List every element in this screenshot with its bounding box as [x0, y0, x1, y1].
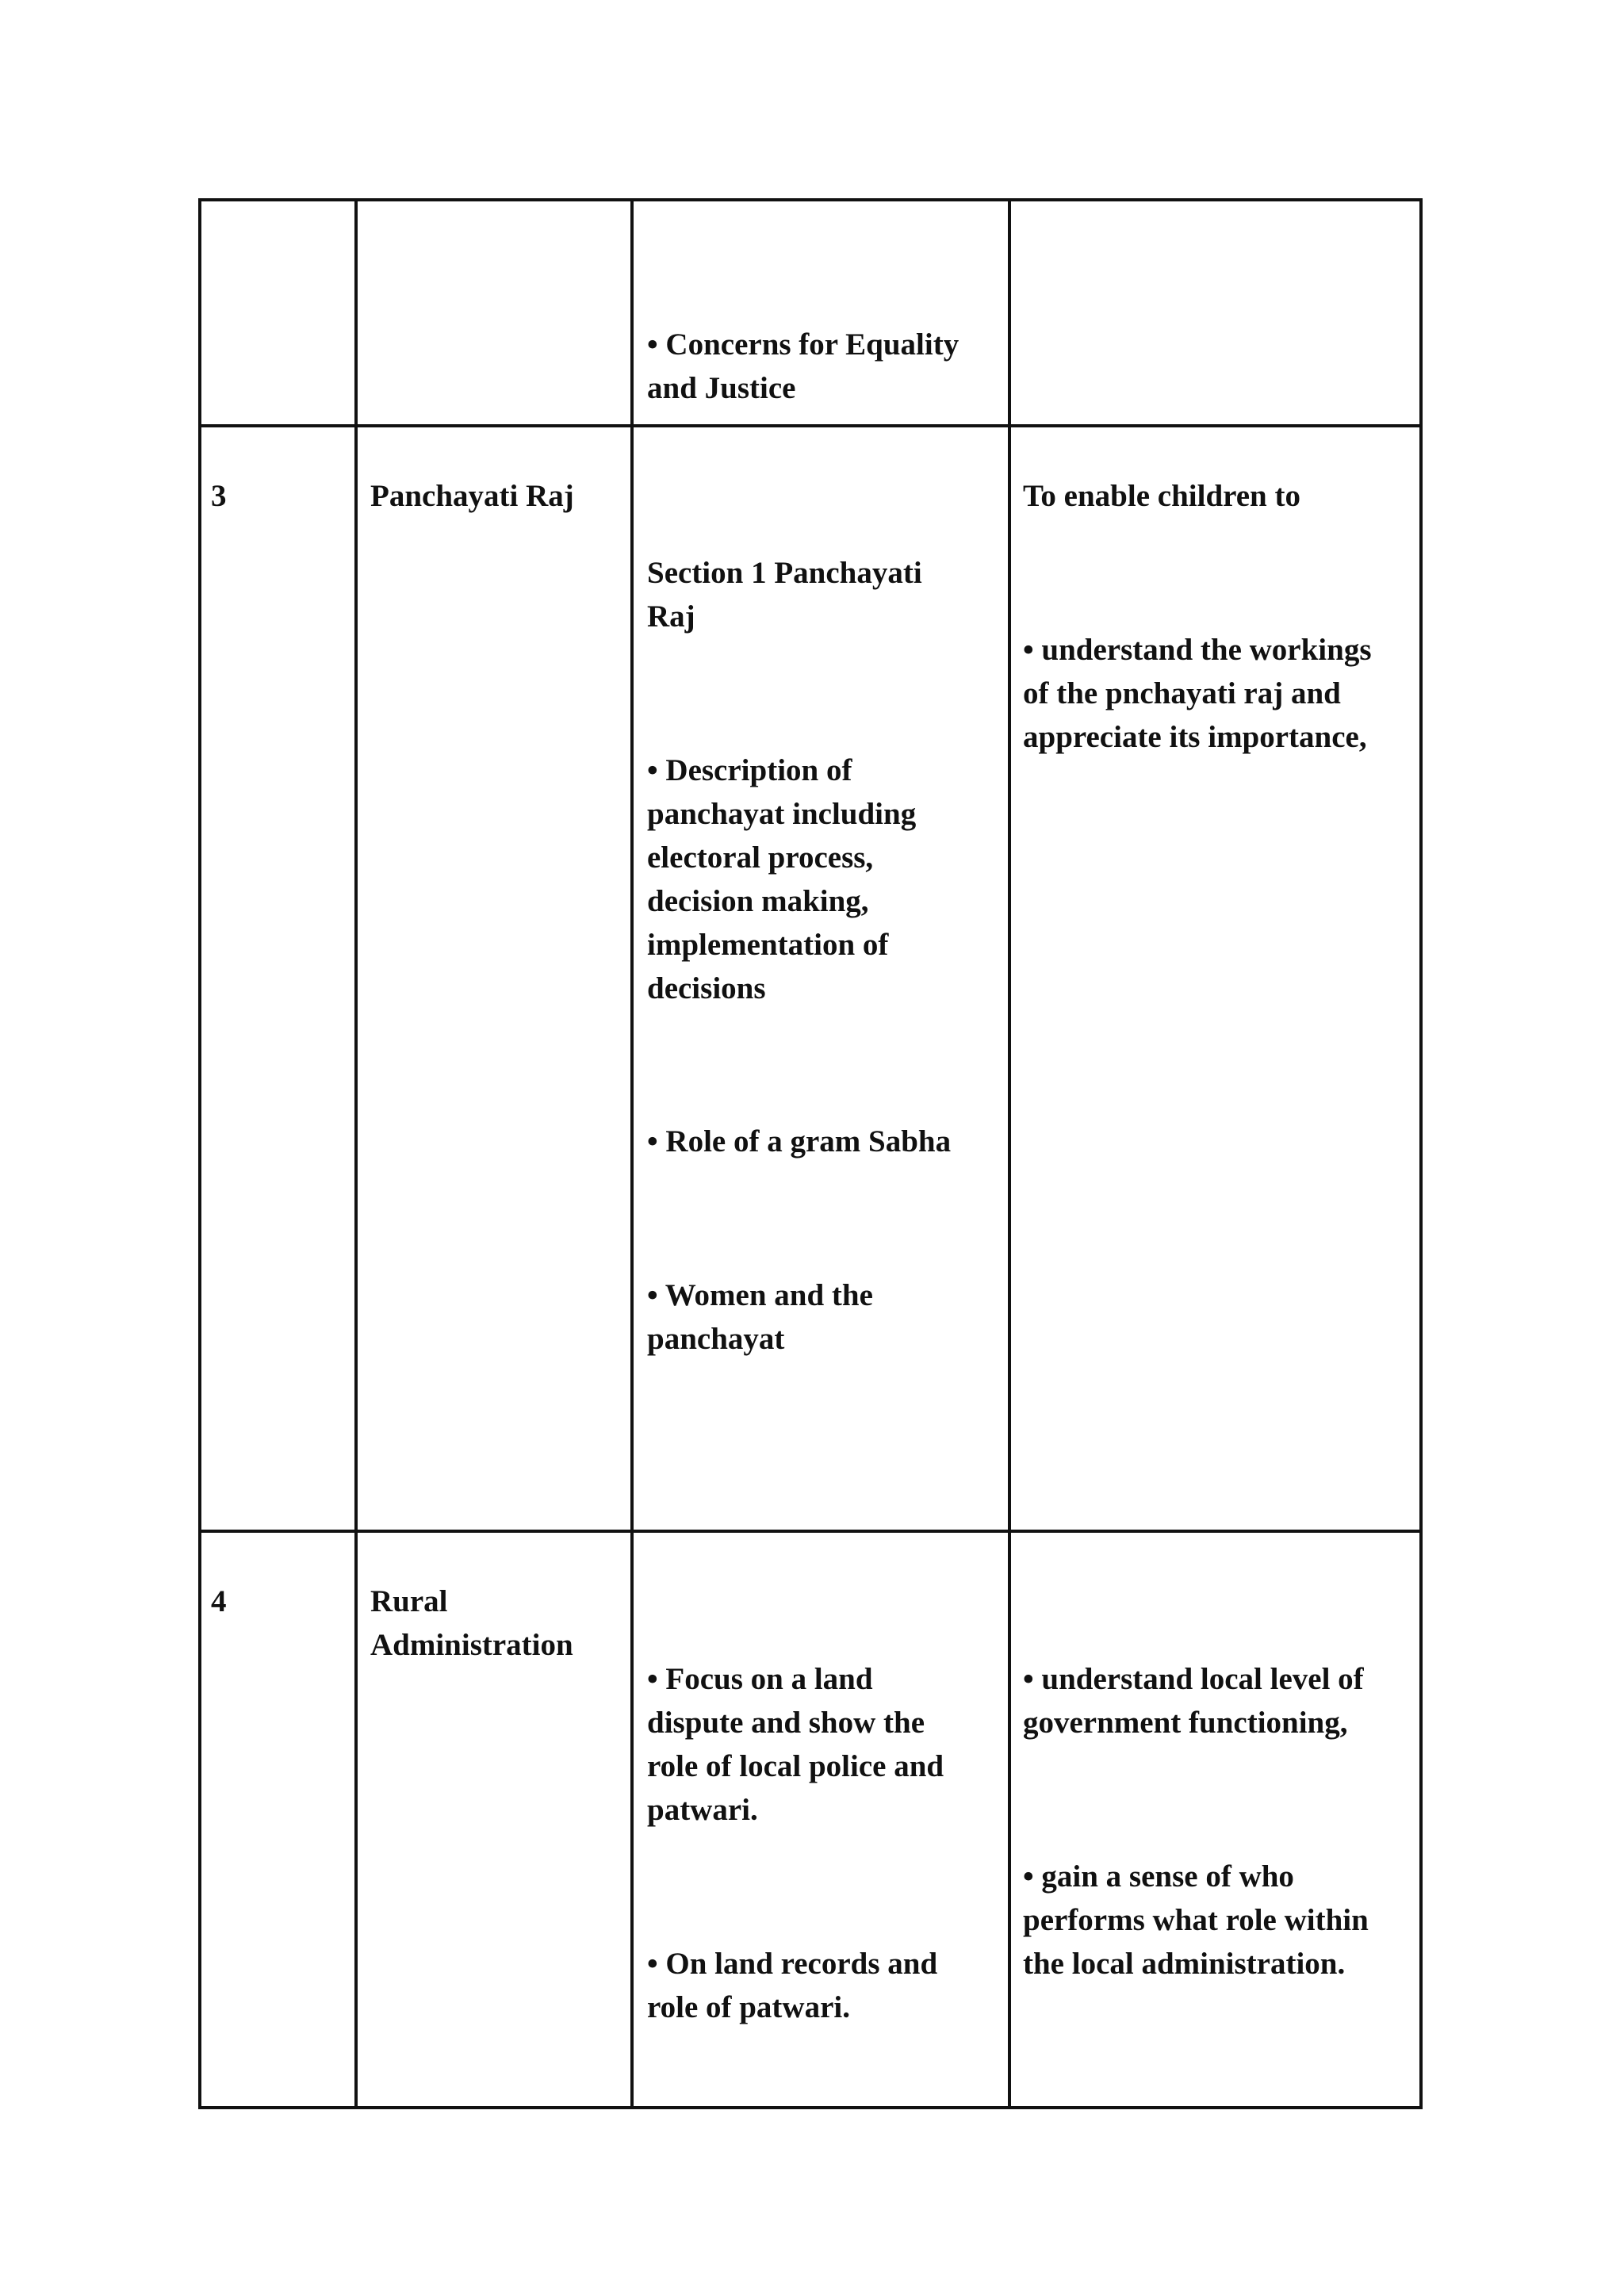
unit-title: Rural Administration: [370, 1584, 573, 1662]
table-border-left: [198, 198, 201, 2109]
content-item: • Focus on a land dispute and show the role of local police and patwari.: [647, 1662, 944, 1827]
objective-item: • understand local level of government functioning,: [1023, 1662, 1364, 1740]
content-cell: [647, 323, 996, 410]
column-divider: [354, 198, 358, 2109]
unit-title: Panchayati Raj: [370, 479, 574, 513]
content-item: • Concerns for Equality and Justice: [647, 327, 959, 405]
content-item: • Women and the panchayat: [647, 1278, 873, 1356]
objective-item: • understand the workings of the pnchayati raj and appreciate its importance,: [1023, 633, 1372, 754]
table-border-top: [198, 198, 1423, 201]
serial-number: 3: [211, 479, 227, 513]
row-divider: [198, 424, 1423, 427]
column-divider: [630, 198, 634, 2109]
content-item: Section 1 Panchayati Raj: [647, 556, 922, 634]
serial-number: 4: [211, 1584, 227, 1618]
table-border-right: [1419, 198, 1423, 2109]
objective-item: To enable children to: [1023, 479, 1300, 513]
content-item: • On land records and role of patwari.: [647, 1947, 938, 2024]
row-divider: [198, 1530, 1423, 1533]
table-border-bottom: [198, 2106, 1423, 2109]
column-divider: [1008, 198, 1011, 2109]
objective-item: • gain a sense of who performs what role within the local administration.: [1023, 1859, 1369, 1981]
content-item: • Description of panchayat including electoral process, decision making, implementation of decisions: [647, 753, 917, 1005]
content-item: • Role of a gram Sabha: [647, 1124, 952, 1158]
